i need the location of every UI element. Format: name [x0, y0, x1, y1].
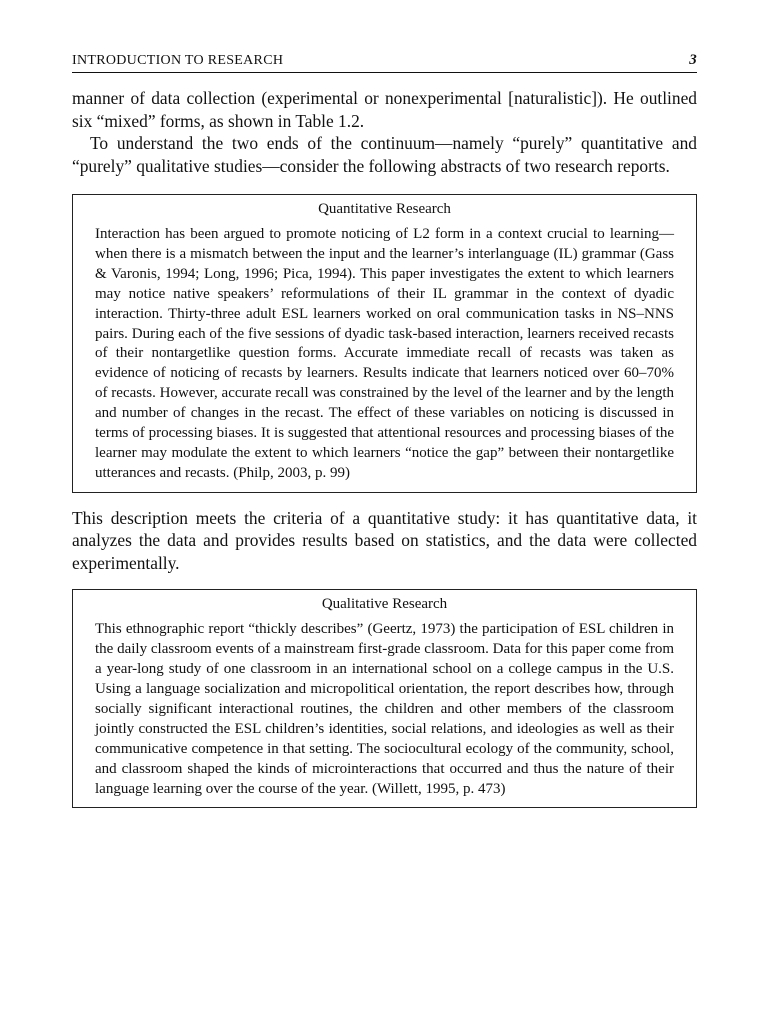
quantitative-abstract-text: Interaction has been argued to promote noticing of L2 form in a context crucial to learning—when there is a mismatch between the input and the learner’s interlanguage (IL) grammar (Gass & Varonis, 1994; Long, 1996; Pica, 1994). This paper investigates the extent to which learners may notice native speakers’ reformulations of their IL grammar in the context of dyadic interaction. Thirty-three adult ESL learners worked on oral communication tasks in NS–NNS pairs. During each of the five sessions of dyadic task-based interaction, learners received recasts of their nontargetlike question forms. Accurate immediate recall of recasts was taken as evidence of noticing of recasts by learners. Results indicate that learners noticed over 60–70% of recasts. However, accurate recall was constrained by the level of the learner and by the length and number of changes in the recast. The effect of these variables on noticing is discussed in terms of processing biases. It is suggested that attentional resources and processing biases of the learner may modulate the extent to which learners “notice the gap” between their nontargetlike utterances and recasts. (Philp, 2003, p. 99) — [95, 226, 674, 481]
qualitative-abstract-text: This ethnographic report “thickly describes” (Geertz, 1973) the participation of ESL children in the daily classroom events of a mainstream first-grade classroom. Data for this paper come from a year-long study of one classroom in an international school on a college campus in the U.S. Using a language socialization and micropolitical orientation, the report describes how, through socially significant interactional routines, the children and other members of the classroom jointly constructed the ESL children’s identities, social relations, and ideologies as well as their communicative competence in that setting. The sociocultural ecology of the community, school, and classroom shaped the kinds of microinteractions that occurred and thus the nature of their language learning over the course of the year. (Willett, 1995, p. 473) — [95, 621, 674, 797]
qualitative-abstract-box — [72, 589, 697, 808]
quantitative-abstract-box — [72, 194, 697, 493]
paragraph-continuum-intro: To understand the two ends of the continuum—namely “purely” quantitative and “purely” qualitative studies—consider the following abstracts of two research reports. — [72, 133, 697, 176]
quantitative-box-title: Quantitative Research — [318, 201, 451, 217]
running-title: INTRODUCTION TO RESEARCH — [72, 53, 284, 68]
qualitative-box-title: Qualitative Research — [321, 596, 448, 613]
page-number: 3 — [689, 52, 697, 68]
paragraph-quantitative-criteria: This description meets the criteria of a quantitative study: it has quantitative data, it analyzes the data and provides results based on statistics, and the data were collected experimentally. — [72, 507, 697, 573]
book-page — [72, 52, 697, 808]
running-header — [72, 52, 697, 73]
paragraph-continuation: manner of data collection (experimental or nonexperimental [naturalistic]). He outlined six “mixed” forms, as shown in Table 1.2. — [72, 88, 697, 131]
